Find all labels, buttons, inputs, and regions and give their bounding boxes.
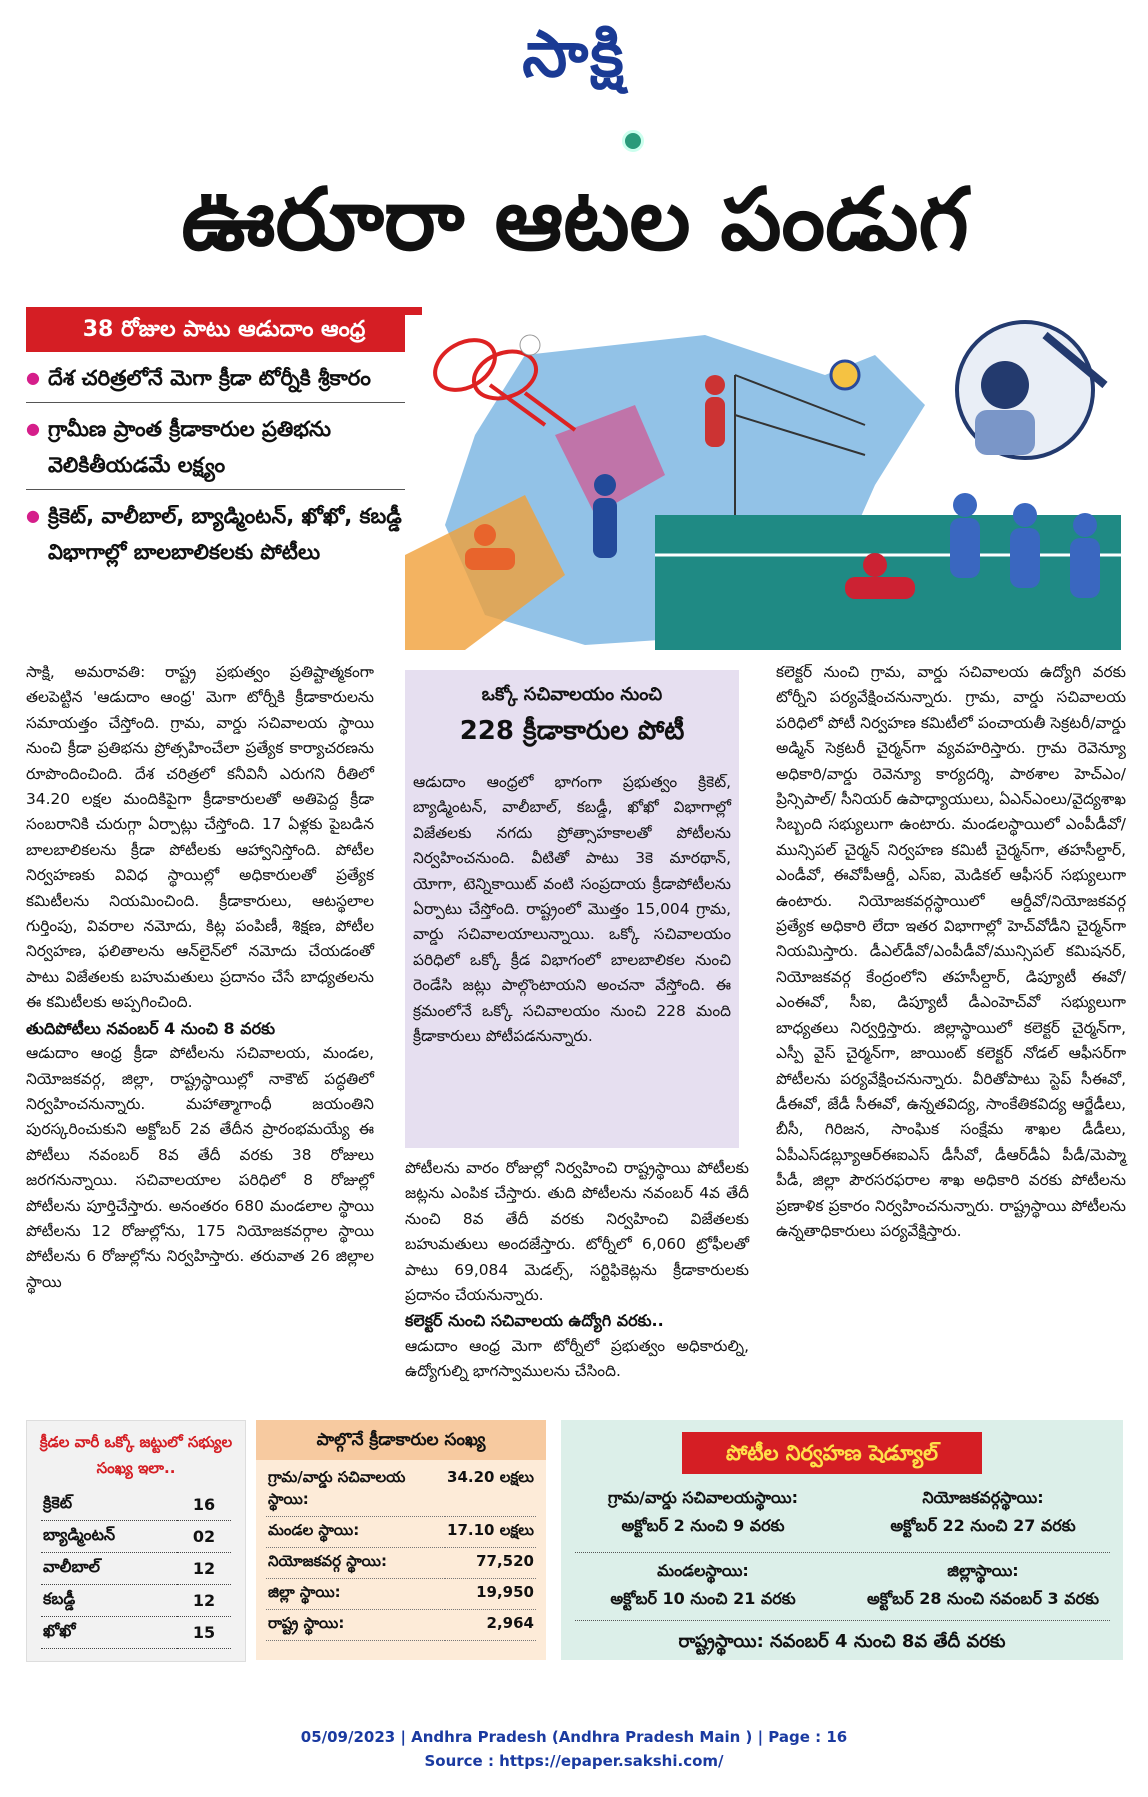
sport-name: బ్యాడ్మింటన్ <box>41 1521 177 1553</box>
box-title: ఒక్కో సచివాలయం నుంచి <box>481 684 663 705</box>
participants-table <box>256 1420 546 1660</box>
village-level-dates: అక్టోబర్ 2 నుంచి 9 వరకు <box>621 1516 785 1535</box>
box-body: ఆడుదాం ఆంధ్రలో భాగంగా ప్రభుత్వం క్రికెట్, బ్యాడ్మింటన్, వాలీబాల్, కబడ్డీ, ఖోఖో విభాగాల్లో విజేతలకు నగదు ప్రోత్సాహకాలతో పోటీలను నిర్వహించనుంది. వీటితో పాటు 3కె మారథాన్, యోగా, టెన్నికాయిట్ వంటి సంప్రదాయ క్రీడాపోటీలను ఏర్పాటు చేస్తోంది. రాష్ట్రంలో మొత్తం 15,004 గ్రామ, వార్డు సచివాలయాలున్నాయి. ఒక్కో సచివాలయం పరిధిలో ఒక్కో క్రీడ విభాగంలో బాలబాలికల నుంచి రెండేసి జట్లు పాల్గొంటాయని అంచనా వేస్తోంది. ఈ క్రమంలోనే ఒక్కో సచివాలయం నుంచి 228 మంది క్రీడాకారులు పోటీపడనున్నారు. <box>413 773 731 1046</box>
article-column-3 <box>776 660 1126 1244</box>
table-row <box>41 1585 231 1617</box>
table-title: పాల్గొనే క్రీడాకారుల సంఖ్య <box>256 1420 546 1460</box>
article-paragraph: కలెక్టర్ నుంచి గ్రామ, వార్డు సచివాలయ ఉద్యోగి వరకు టోర్నీని పర్యవేక్షించనున్నారు. గ్రామ, వార్డు సచివాలయ పరిధిలో పోటీ నిర్వహణ కమిటీలో పంచాయతీ సెక్రటరీ/వార్డు అడ్మిన్ సెక్రటరీ చైర్మన్‌గా వ్యవహరిస్తారు. గ్రామ రెవెన్యూ అధికారి/వార్డు రెవెన్యూ కార్యదర్శి, పాఠశాల హెచ్‌ఎం/ప్రిన్సిపాల్/ సీనియర్ ఉపాధ్యాయులు, ఏఎన్‌ఎంలు/వైద్యశాఖ సిబ్బంది సభ్యులుగా ఉంటారు. మండలస్థాయిలో ఎంపీడీవో/మున్సిపల్ చైర్మన్ నిర్వహణ కమిటీ చైర్మన్‌గా, తహసీల్దార్, ఎండీవో, ఈవోపీఆర్డీ, ఎస్‌ఐ, మెడికల్ ఆఫీసర్ సభ్యులుగా ఉంటారు. నియోజకవర్గస్థాయిలో ఆర్డీవో/నియోజకవర్గ ప్రత్యేక అధికారి లేదా ఇతర విభాగాల్లో హెచ్‌వోడీని చైర్మన్‌గా నియమిస్తారు. డీఎల్‌డీవో/ఎంపీడీవో/మున్సిపల్ కమిషనర్, నియోజకవర్గ కేంద్రంలోని తహసీల్దార్, డిప్యూటీ ఈవో/ఎంఈవో, సీఐ, డిప్యూటీ డీఎంహెచ్‌వో సభ్యులుగా బాధ్యతలు నిర్వర్తిస్తారు. జిల్లాస్థాయిలో కలెక్టర్ చైర్మన్‌గా, ఎస్పీ వైస్ చైర్మన్‌గా, జాయింట్ కలెక్టర్ నోడల్ ఆఫీసర్‌గా పోటీలను పర్యవేక్షించనున్నారు. వీరితోపాటు స్టెప్ సీఈవో, డీఈవో, జేడీ సీఈవో, ఉన్నతవిద్య, సాంకేతికవిద్య ఆర్జేడీలు, బీసీ, గిరిజన, సాంఘిక సంక్షేమ శాఖల డీడీలు, ఏపీఎస్‌డబ్ల్యూఆర్‌ఈఐఎస్ డీసీవో, డీఆర్‌డీఏ పీడీ/మెప్మా పీడీ, జిల్లా పౌరసరఫరాల శాఖ అధికారి వరకు పోటీలను ప్రణాళిక ప్రకారం నిర్వహించనున్నారు. రాష్ట్రస్థాయి పోటీలను ఉన్నతాధికారులు పర్యవేక్షిస్తారు. <box>776 663 1126 1240</box>
level-name: గ్రామ/వార్డు సచివాలయ స్థాయి: <box>266 1464 445 1517</box>
footer-source-link[interactable]: Source : https://epaper.sakshi.com/ <box>424 1752 724 1770</box>
participant-count: 34.20 లక్షలు <box>445 1464 536 1517</box>
bullet-item: ● క్రికెట్, వాలీబాల్, బ్యాడ్మింటన్, ఖోఖో, కబడ్డీ విభాగాల్లో బాలబాలికలకు పోటీలు <box>26 498 406 576</box>
kicker-banner: 38 రోజుల పాటు ఆడుదాం ఆంధ్ర <box>26 307 422 352</box>
member-count: 12 <box>177 1585 231 1617</box>
table-row <box>266 1464 536 1517</box>
article-subhead: కలెక్టర్ నుంచి సచివాలయ ఉద్యోగి వరకు.. <box>405 1311 664 1331</box>
participant-count: 19,950 <box>445 1579 536 1610</box>
article-paragraph: ఆడుదాం ఆంధ్ర క్రీడా పోటీలను సచివాలయ, మండల, నియోజకవర్గ, జిల్లా, రాష్ట్రస్థాయిల్లో నాకౌట్ పద్ధతిలో నిర్వహించనున్నారు. మహాత్మాగాంధీ జయంతిని పురస్కరించుకుని అక్టోబర్ 2వ తేదీన ప్రారంభమయ్యే ఈ పోటీలు నవంబర్ 8వ తేదీ వరకు 38 రోజులు జరగనున్నాయి. సచివాలయాల పరిధిలో 8 రోజుల్లో పోటీలను పూర్తిచేస్తారు. అనంతరం 680 మండలాల స్థాయి పోటీలను 12 రోజుల్లోను, 175 నియోజకవర్గాల స్థాయి పోటీలను 6 రోజుల్లోను నిర్వహిస్తారు. తరువాత 26 జిల్లాల స్థాయి <box>26 1044 374 1291</box>
member-count: 16 <box>177 1489 231 1521</box>
table-row <box>41 1617 231 1649</box>
team-size-table <box>26 1420 246 1662</box>
participants-grid <box>266 1464 536 1641</box>
level-name: మండల స్థాయి: <box>266 1517 445 1548</box>
schedule-title: పోటీల నిర్వహణ షెడ్యూల్ <box>682 1432 982 1474</box>
table-row <box>41 1489 231 1521</box>
participant-count: 77,520 <box>445 1548 536 1579</box>
table-row <box>266 1610 536 1641</box>
district-level-label: జిల్లాస్థాయి: <box>947 1561 1019 1580</box>
headline: ఊరూరా ఆటల పండుగ <box>181 170 969 270</box>
article-paragraph: సాక్షి, అమరావతి: రాష్ట్ర ప్రభుత్వం ప్రతిష్టాత్మకంగా తలపెట్టిన 'ఆడుదాం ఆంధ్ర' మెగా టోర్నీకి క్రీడాకారులను సమాయత్తం చేస్తోంది. గ్రామ, వార్డు సచివాలయ స్థాయి నుంచి క్రీడా ప్రతిభను ప్రోత్సహించేలా ప్రత్యేక కార్యాచరణను రూపొందించింది. దేశ చరిత్రలో కనీవినీ ఎరుగని రీతిలో 34.20 లక్షల మందికిపైగా క్రీడాకారులతో అతిపెద్ద క్రీడా సంబరానికి చురుగ్గా ఏర్పాట్లు చేస్తోంది. 17 ఏళ్లకు పైబడిన బాలబాలికలను క్రీడా పోటీలకు ఆహ్వానిస్తోంది. పోటీల నిర్వహణకు వివిధ స్థాయిల్లో అధికారులతో ప్రత్యేక కమిటీలను నియమించింది. క్రీడాకారులు, ఆటస్థలాల గుర్తింపు, వివరాల నమోదు, కిట్ల పంపిణీ, శిక్షణ, పోటీల నిర్వహణ, ఫలితాలను ఆన్‌లైన్‌లో నమోదు చేయడంతో పాటు విజేతలకు బహుమతులు ప్రదానం చేసే బాధ్యతలను ఈ కమిటీలకు అప్పగించింది. <box>26 663 374 1012</box>
player-figure <box>593 474 617 558</box>
sports-illustration <box>405 315 1121 650</box>
bullet-item: ● దేశ చరిత్రలోనే మెగా క్రీడా టోర్నీకి శ్రీకారం <box>26 360 406 403</box>
article-subhead: తుదిపోటీలు నవంబర్ 4 నుంచి 8 వరకు <box>26 1018 276 1038</box>
team-size-grid <box>41 1489 231 1649</box>
player-figure <box>705 375 725 447</box>
level-name: రాష్ట్ర స్థాయి: <box>266 1610 445 1641</box>
participant-count: 17.10 లక్షలు <box>445 1517 536 1548</box>
table-row <box>41 1553 231 1585</box>
mandal-level-label: మండలస్థాయి: <box>657 1561 749 1580</box>
sport-name: కబడ్డీ <box>41 1585 177 1617</box>
district-level-dates: అక్టోబర్ 28 నుంచి నవంబర్ 3 వరకు <box>867 1589 1099 1608</box>
participant-count: 2,964 <box>445 1610 536 1641</box>
table-row <box>266 1548 536 1579</box>
member-count: 15 <box>177 1617 231 1649</box>
table-row <box>266 1579 536 1610</box>
masthead-emblem-icon <box>622 130 644 152</box>
state-level-schedule: రాష్ట్రస్థాయి: నవంబర్ 4 నుంచి 8వ తేదీ వరకు <box>678 1631 1006 1652</box>
table-row <box>266 1517 536 1548</box>
constituency-level-dates: అక్టోబర్ 22 నుంచి 27 వరకు <box>890 1516 1076 1535</box>
volleyball <box>831 361 859 389</box>
mandal-level-dates: అక్టోబర్ 10 నుంచి 21 వరకు <box>610 1589 796 1608</box>
footer-edition-info: 05/09/2023 | Andhra Pradesh (Andhra Pradesh Main ) | Page : 16 <box>300 1728 848 1746</box>
article-paragraph: ఆడుదాం ఆంధ్ర మెగా టోర్నీలో ప్రభుత్వం అధికారుల్ని, ఉద్యోగుల్ని భాగస్వాములను చేసింది. <box>405 1336 749 1381</box>
article-paragraph: పోటీలను వారం రోజుల్లో నిర్వహించి రాష్ట్రస్థాయి పోటీలకు జట్లను ఎంపిక చేస్తారు. తుది పోటీలను నవంబర్ 4వ తేదీ నుంచి 8వ తేదీ వరకు నిర్వహించి విజేతలకు బహుమతులు అందజేస్తారు. టోర్నీలో 6,060 ట్రోఫీలతో పాటు 69,084 మెడల్స్, సర్టిఫికెట్లను క్రీడాకారులకు ప్రదానం చేయనున్నారు. <box>405 1159 749 1305</box>
article-column-1 <box>26 660 374 1295</box>
constituency-level-label: నియోజకవర్గస్థాయి: <box>922 1488 1044 1507</box>
highlight-bullets <box>26 360 406 584</box>
member-count: 02 <box>177 1521 231 1553</box>
sport-name: వాలీబాల్ <box>41 1553 177 1585</box>
divider <box>575 1620 1110 1621</box>
sport-name: ఖోఖో <box>41 1617 177 1649</box>
box-headline: 228 క్రీడాకారుల పోటీ <box>459 716 685 746</box>
bullet-item: ● గ్రామీణ ప్రాంత క్రీడాకారుల ప్రతిభను వెలికితీయడమే లక్ష్యం <box>26 411 406 490</box>
sport-name: క్రికెట్ <box>41 1489 177 1521</box>
divider <box>575 1552 1110 1553</box>
shuttlecock <box>520 335 540 355</box>
village-level-label: గ్రామ/వార్డు సచివాలయస్థాయి: <box>607 1488 799 1507</box>
level-name: జిల్లా స్థాయి: <box>266 1579 445 1610</box>
table-row <box>41 1521 231 1553</box>
table-title: క్రీడల వారీ ఒక్కో జట్టులో సభ్యుల సంఖ్య ఇలా.. <box>39 1433 233 1477</box>
level-name: నియోజకవర్గ స్థాయి: <box>266 1548 445 1579</box>
masthead-logo: సాక్షి <box>522 18 626 92</box>
member-count: 12 <box>177 1553 231 1585</box>
article-column-2 <box>405 1156 749 1385</box>
